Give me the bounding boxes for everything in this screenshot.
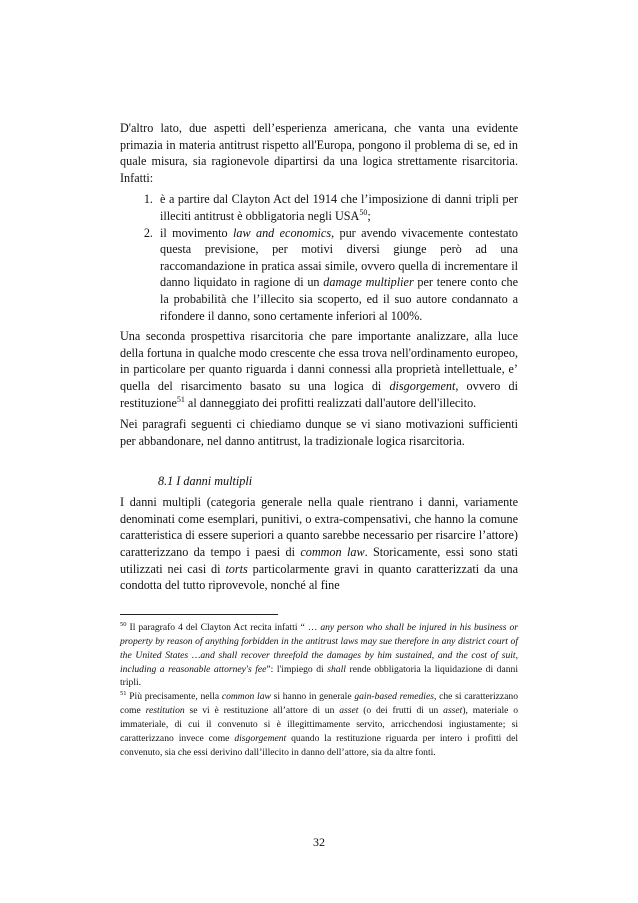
footnote-text: , che si caratterizzano come [120, 691, 519, 717]
footnote-number: 51 [120, 690, 127, 698]
paragraph-next [120, 416, 518, 449]
footnote-50 [120, 621, 518, 691]
footnote-text: Più precisamente, nella [126, 691, 222, 703]
paragraph-text: al danneggiato dei profitti realizzati dall'autore dell'illecito. [184, 395, 477, 410]
footnote-text: (o dei frutti di un [358, 705, 444, 717]
paragraph-text: particolarmente gravi in quanto caratterizzati da una condotta del tutto riprovevole, nonché al fine [120, 561, 518, 593]
paragraph-intro [120, 120, 518, 186]
paragraph-text: . Storicamente, essi sono stati utilizzati nei casi di [120, 545, 519, 576]
paragraph-disgorgement [120, 328, 518, 411]
list-item-text: , pur avendo vivacemente contestato questa previsione, per motivi diversi giunge però ad una raccomandazione in pratica assai simile, ovvero quella di incrementare il danno liquidato in ragione di un [160, 225, 518, 290]
list-item-text: per tenere conto che la probabilità che l’illecito sia scoperto, ed il suo autore condannato a rifondere il danno, sono certamente inferiori al 100%. [160, 275, 518, 323]
footnote-51 [120, 690, 518, 760]
italic-term: law and economics [233, 225, 332, 240]
paragraph-intro-text: D'altro lato, due aspetti dell’esperienza americana, che vanta una evidente primazia in materia antitrust rispetto all'Europa, pongono il problema di se, ed in quale misura, sia ragionevole dipartirsi da una logica strettamente risarcitoria. Infatti: [120, 121, 518, 185]
italic-term: shall [327, 663, 346, 675]
footnote-text: Il paragrafo 4 del Clayton Act recita infatti “ … [126, 621, 321, 633]
list-item [156, 191, 518, 224]
section-heading: 8.1 I danni multipli [158, 474, 253, 489]
italic-term: restitution [145, 705, 185, 717]
italic-term: common law [300, 545, 365, 560]
italic-term: gain-based remedies [354, 691, 434, 703]
page-number: 32 [313, 835, 325, 849]
italic-term: common law [221, 691, 271, 703]
footnote-text: ”: l'impiego di [266, 663, 328, 675]
page-body [120, 120, 518, 760]
italic-term: damage multiplier [323, 275, 414, 290]
footnote-text: ), materiale o immateriale, di cui il convenuto si è illegittimamente servito, arricchendosi ingiustamente; si caratterizzano invece come [120, 705, 518, 745]
footnote-text: rende obbligatoria la liquidazione di danni tripli. [120, 663, 518, 689]
footnote-ref[interactable]: 51 [176, 394, 185, 404]
footnote-number: 50 [120, 620, 127, 628]
paragraph-text: Una seconda prospettiva risarcitoria che pare importante analizzare, alla luce della fortuna in qualche modo crescente che essa trova nell'ordinamento europeo, in particolare per quanto riguarda i danni connessi alla proprietà intellettuale, e’ quella del risarcimento basato su una logica di [120, 329, 518, 393]
footnote-text: quando la restituzione riguarda per intero i profitti del convenuto, sia che essi derivino dall’illecito in danno dell’attore, sia da altre fonti. [120, 733, 518, 758]
footnote-quote: any person who shall be injured in his business or property by reason of anything forbidden in the antitrust laws may sue therefore in any district court of the United States …and shall recover threefold the damages by him sustained, and the cost of suit, including a reasonable attorney's fee [120, 621, 518, 675]
list-item-text: il movimento [160, 225, 234, 240]
footnote-text: si hanno in generale [270, 691, 355, 703]
footnote-divider [120, 614, 278, 615]
italic-term: torts [225, 561, 248, 576]
paragraph-multiple-damages [120, 494, 518, 594]
paragraph-text: I danni multipli (categoria generale nella quale rientrano i danni, variamente denominati come esemplari, punitivi, o extra-compensativi, che hanno la comune caratteristica di essere superiori a quanto sarebbe necessario per risarcire l’attore) caratterizzano da tempo i paesi di [120, 495, 518, 560]
list-item-text: è a partire dal Clayton Act del 1914 che l’imposizione di danni tripli per illeciti antitrust è obbligatoria negli USA [160, 192, 518, 223]
footnote-text: se vi è restituzione all’attore di un [184, 705, 340, 717]
italic-term: asset [443, 705, 463, 717]
footnote-ref[interactable]: 50 [359, 207, 368, 217]
italic-term: asset [339, 705, 359, 717]
italic-term: disgorgement [389, 378, 456, 393]
list-item [156, 225, 518, 325]
numbered-list [120, 191, 518, 324]
paragraph-text: Nei paragrafi seguenti ci chiediamo dunque se vi siano motivazioni sufficienti per abbandonare, nel danno antitrust, la tradizionale logica risarcitoria. [120, 417, 518, 448]
italic-term: disgorgement [234, 733, 287, 745]
paragraph-text: , ovvero di restituzione [120, 378, 518, 410]
list-item-tail: ; [367, 208, 371, 223]
